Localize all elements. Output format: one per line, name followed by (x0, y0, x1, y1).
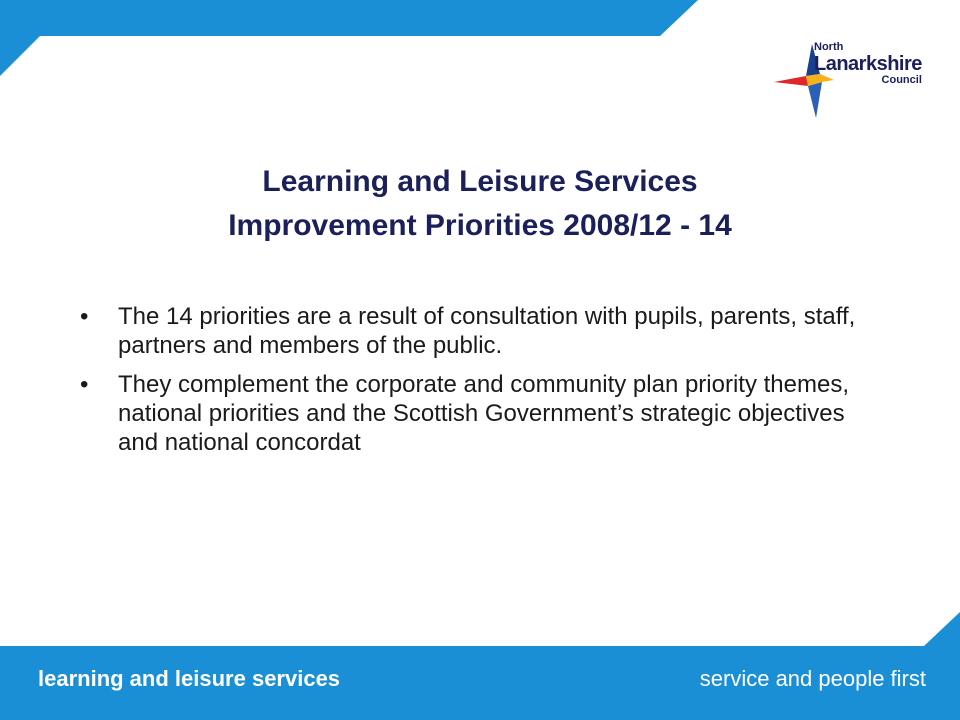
bullet-item (80, 370, 880, 457)
logo-line-lanarkshire: Lanarkshire (814, 53, 922, 75)
bullet-list (80, 302, 880, 467)
bullet-item (80, 302, 880, 360)
logo-wordmark (814, 42, 922, 86)
footer-tagline-left: learning and leisure services (38, 666, 341, 691)
council-logo (770, 36, 940, 118)
logo-line-council: Council (881, 74, 922, 86)
bullet-text: They complement the corporate and community plan priority themes, national priorities and the Scottish Government’s strategic objectives and national concordat (118, 371, 850, 456)
logo-line-north: North (814, 41, 844, 53)
slide-title (0, 160, 960, 248)
title-line-1: Learning and Leisure Services (262, 165, 698, 198)
bullet-dot-icon: • (80, 371, 89, 398)
bullet-dot-icon: • (80, 303, 89, 330)
title-line-2: Improvement Priorities 2008/12 - 14 (228, 209, 732, 242)
bullet-text: The 14 priorities are a result of consultation with pupils, parents, staff, partners and members of the public. (118, 303, 856, 359)
footer-tagline-right: service and people first (699, 666, 926, 691)
